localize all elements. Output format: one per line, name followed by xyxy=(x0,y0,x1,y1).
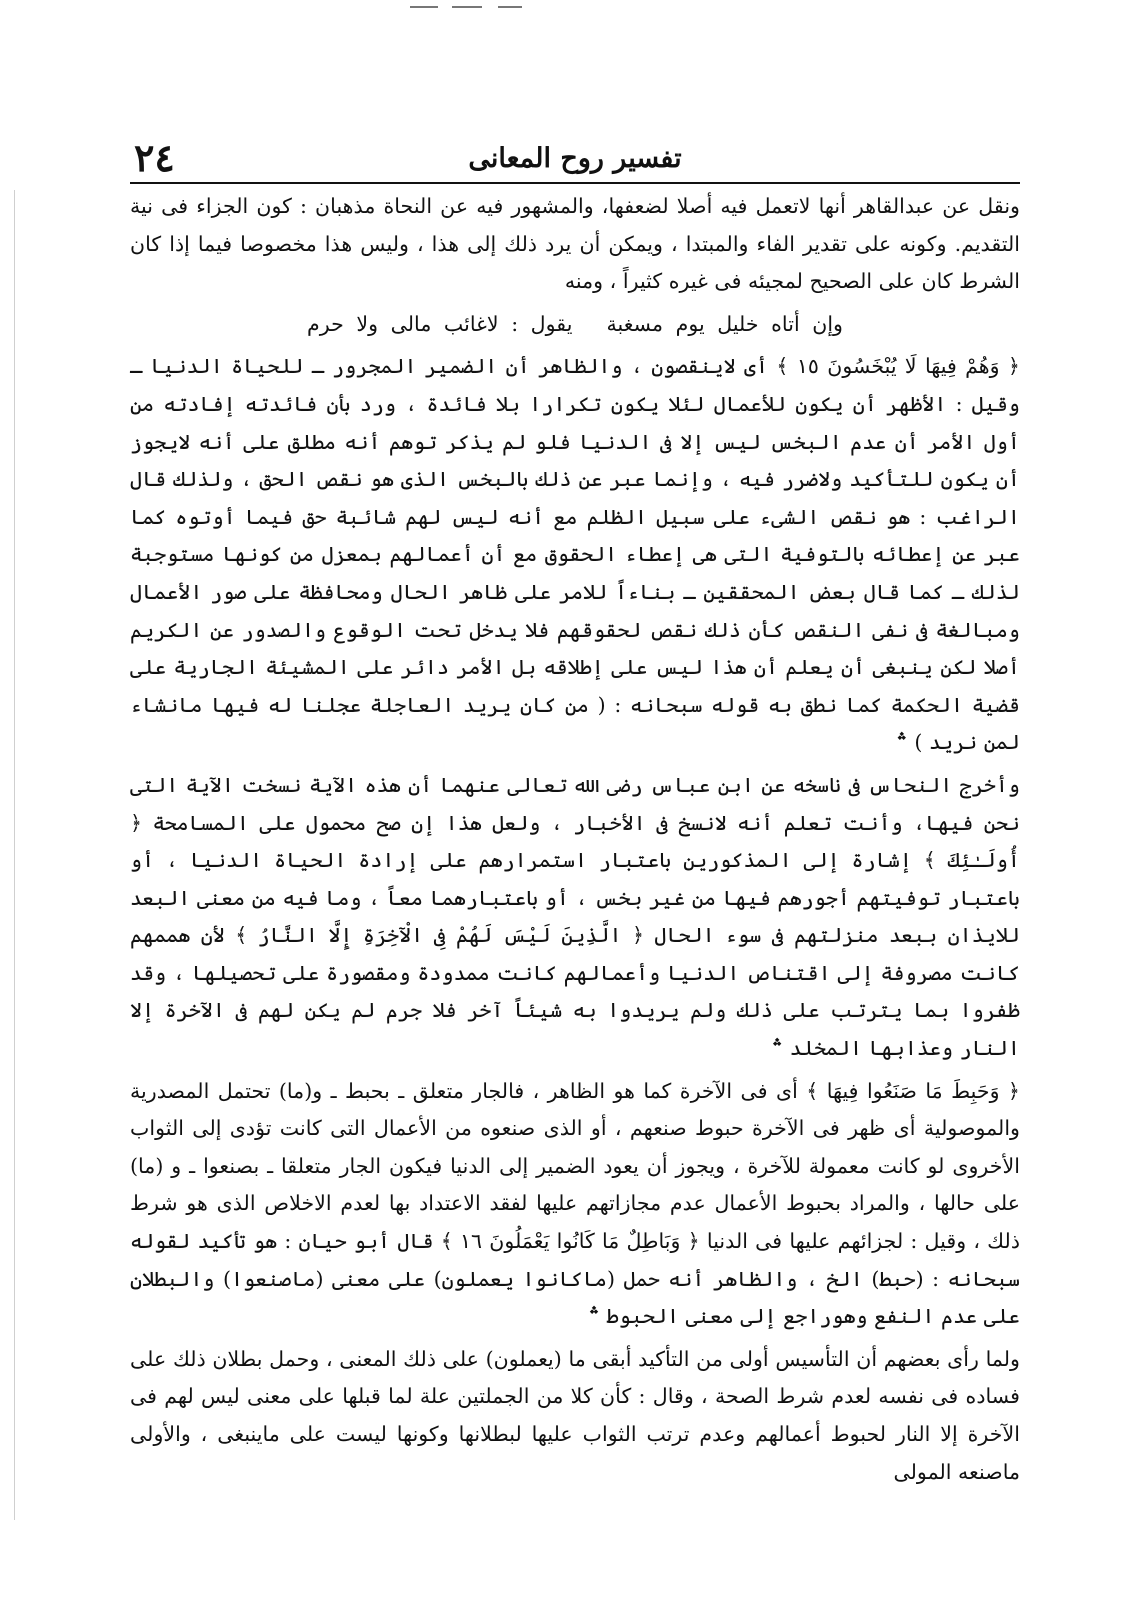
page-number: ٢٤ xyxy=(134,135,175,180)
paragraph: ﴿ وَحَبِطَ مَا صَنَعُوا فِيهَا ﴾ أى فى الآخرة كما هو الظاهر ، فالجار متعلق ـ بحبط ـ و(ما) تحتمل المصدرية والموصولية أى ظهر فى الآخرة حبوط صنعهم ، أو الذى صنعوه من الأعمال التى كانت تؤدى إلى الثواب الأخروى لو كانت معمولة للآخرة ، ويجوز أن يعود الضمير إلى الدنيا فيكون الجار متعلقا ـ بصنعوا ـ و (ما) على حالها ، والمراد بحبوط الأعمال عدم مجازاتهم عليها لفقد الاعتداد بها لعدم الاخلاص الذى هو شرط ذلك ، وقيل : لجزائهم عليها فى الدنيا ﴿ وَبَاطِلٌ مَا كَانُوا يَعْمَلُونَ ١٦ ﴾ قال أبو حيان : هو تأكيد لقوله سبحانه : (حبط) الخ ، والظاهر أنه حمل (ماكانوا يعملون) على معنى (ماصنعوا) والبطلان على عدم النفع وهوراجع إلى معنى الحبوط ؞ xyxy=(130,1078,1020,1329)
paragraph: ﴿ وَهُمْ فِيهَا لَا يُبْخَسُونَ ١٥ ﴾ أى لاينقصون ، والظاهر أن الضمير المجرور ـ للحياة الدنيا ـ وقيل : الأظهر أن يكون للأعمال لئلا يكون تكرارا بلا فائدة ، ورد بأن فائدته إفادته من أول الأمر أن عدم البخس ليس إلا فى الدنيا فلو لم يذكر توهم أنه مطلق على أنه لايجوز أن يكون للتأكيد ولاضرر فيه ، وإنما عبر عن ذلك بالبخس الذى هو نقص الحق ، ولذلك قال الراغب : هو نقص الشىء على سبيل الظلم مع أنه ليس لهم شائبة حق فيما أوتوه كما عبر عن إعطائه بالتوفية التى هى إعطاء الحقوق مع أن أعمالهم بمعزل من كونها مستوجبة لذلك ـ كما قال بعض المحققين ـ بناءاً للامر على ظاهر الحال ومحافظة على صور الأعمال ومبالغة فى نفى النقص كأن ذلك نقص لحقوقهم فلا يدخل تحت الوقوع والصدور عن الكريم أصلا لكن ينبغى أن يعلم أن هذا ليس على إطلاقه بل الأمر دائر على المشيئة الجارية على قضية الحكمة كما نطق به قوله سبحانه : ( من كان يريد العاجلة عجلنا له فيها مانشاء لمن نريد ) ؞ xyxy=(130,354,1020,755)
scan-edge-line xyxy=(14,190,15,1520)
running-title: تفسير روح المعانى xyxy=(468,143,682,174)
paragraph: ولما رأى بعضهم أن التأسيس أولى من التأكيد أبقى ما (يعملون) على ذلك المعنى ، وحمل بطلان ذلك على فساده فى نفسه لعدم شرط الصحة ، وقال : كأن كلا من الجملتين علة لما قبلها على معنى ليس لهم فى الآخرة إلا النار لحبوط أعمالهم وعدم ترتب الثواب عليها لبطلانها وكونها ليست على ماينبغى ، والأولى ماصنعه المولى xyxy=(130,1346,1020,1484)
scan-top-marks xyxy=(410,6,530,10)
verse-second-hemistich: يقول : لاغائب مالى ولا حرم xyxy=(306,311,573,336)
page-body xyxy=(130,188,1020,1491)
paragraph: وأخرج النحاس فى ناسخه عن ابن عباس رضى الله تعالى عنهما أن هذه الآية نسخت الآية التى نحن فيها، وأنت تعلم أنه لانسخ فى الأخبار ، ولعل هذا إن صح محمول على المسامحة ﴿ أُولَـٰئِكَ ﴾ إشارة إلى المذكورين باعتبار استمرارهم على إرادة الحياة الدنيا ، أو باعتبار توفيتهم أجورهم فيها من غير بخس ، أو باعتبارهما معاً ، وما فيه من معنى البعد للايذان ببعد منزلتهم فى سوء الحال ﴿ الَّذِينَ لَيْسَ لَهُمْ فِى الْآخِرَةِ إِلَّا النَّارُ ﴾ لأن هممهم كانت مصروفة إلى اقتناص الدنيا وأعمالهم كانت ممدودة ومقصورة على تحصيلها ، وقد ظفروا بما يترتب على ذلك ولم يريدوا به شيئاً آخر فلا جرم لم يكن لهم فى الآخرة إلا النار وعذابها المخلد ؞ xyxy=(130,772,1020,1061)
verse-first-hemistich: وإن أتاه خليل يوم مسغبة xyxy=(606,311,844,336)
paragraph: ونقل عن عبدالقاهر أنها لاتعمل فيه أصلا لضعفها، والمشهور فيه عن النحاة مذهبان : كون الجزاء فى نية التقديم. وكونه على تقدير الفاء والمبتدا ، ويمكن أن يرد ذلك إلى هذا ، وليس هذا مخصوصا فيما إذا كان الشرط كان على الصحيح لمجيئه فى غيره كثيراً ، ومنه xyxy=(130,194,1020,294)
poetry-verse xyxy=(130,306,1020,344)
page-header xyxy=(130,136,1020,184)
